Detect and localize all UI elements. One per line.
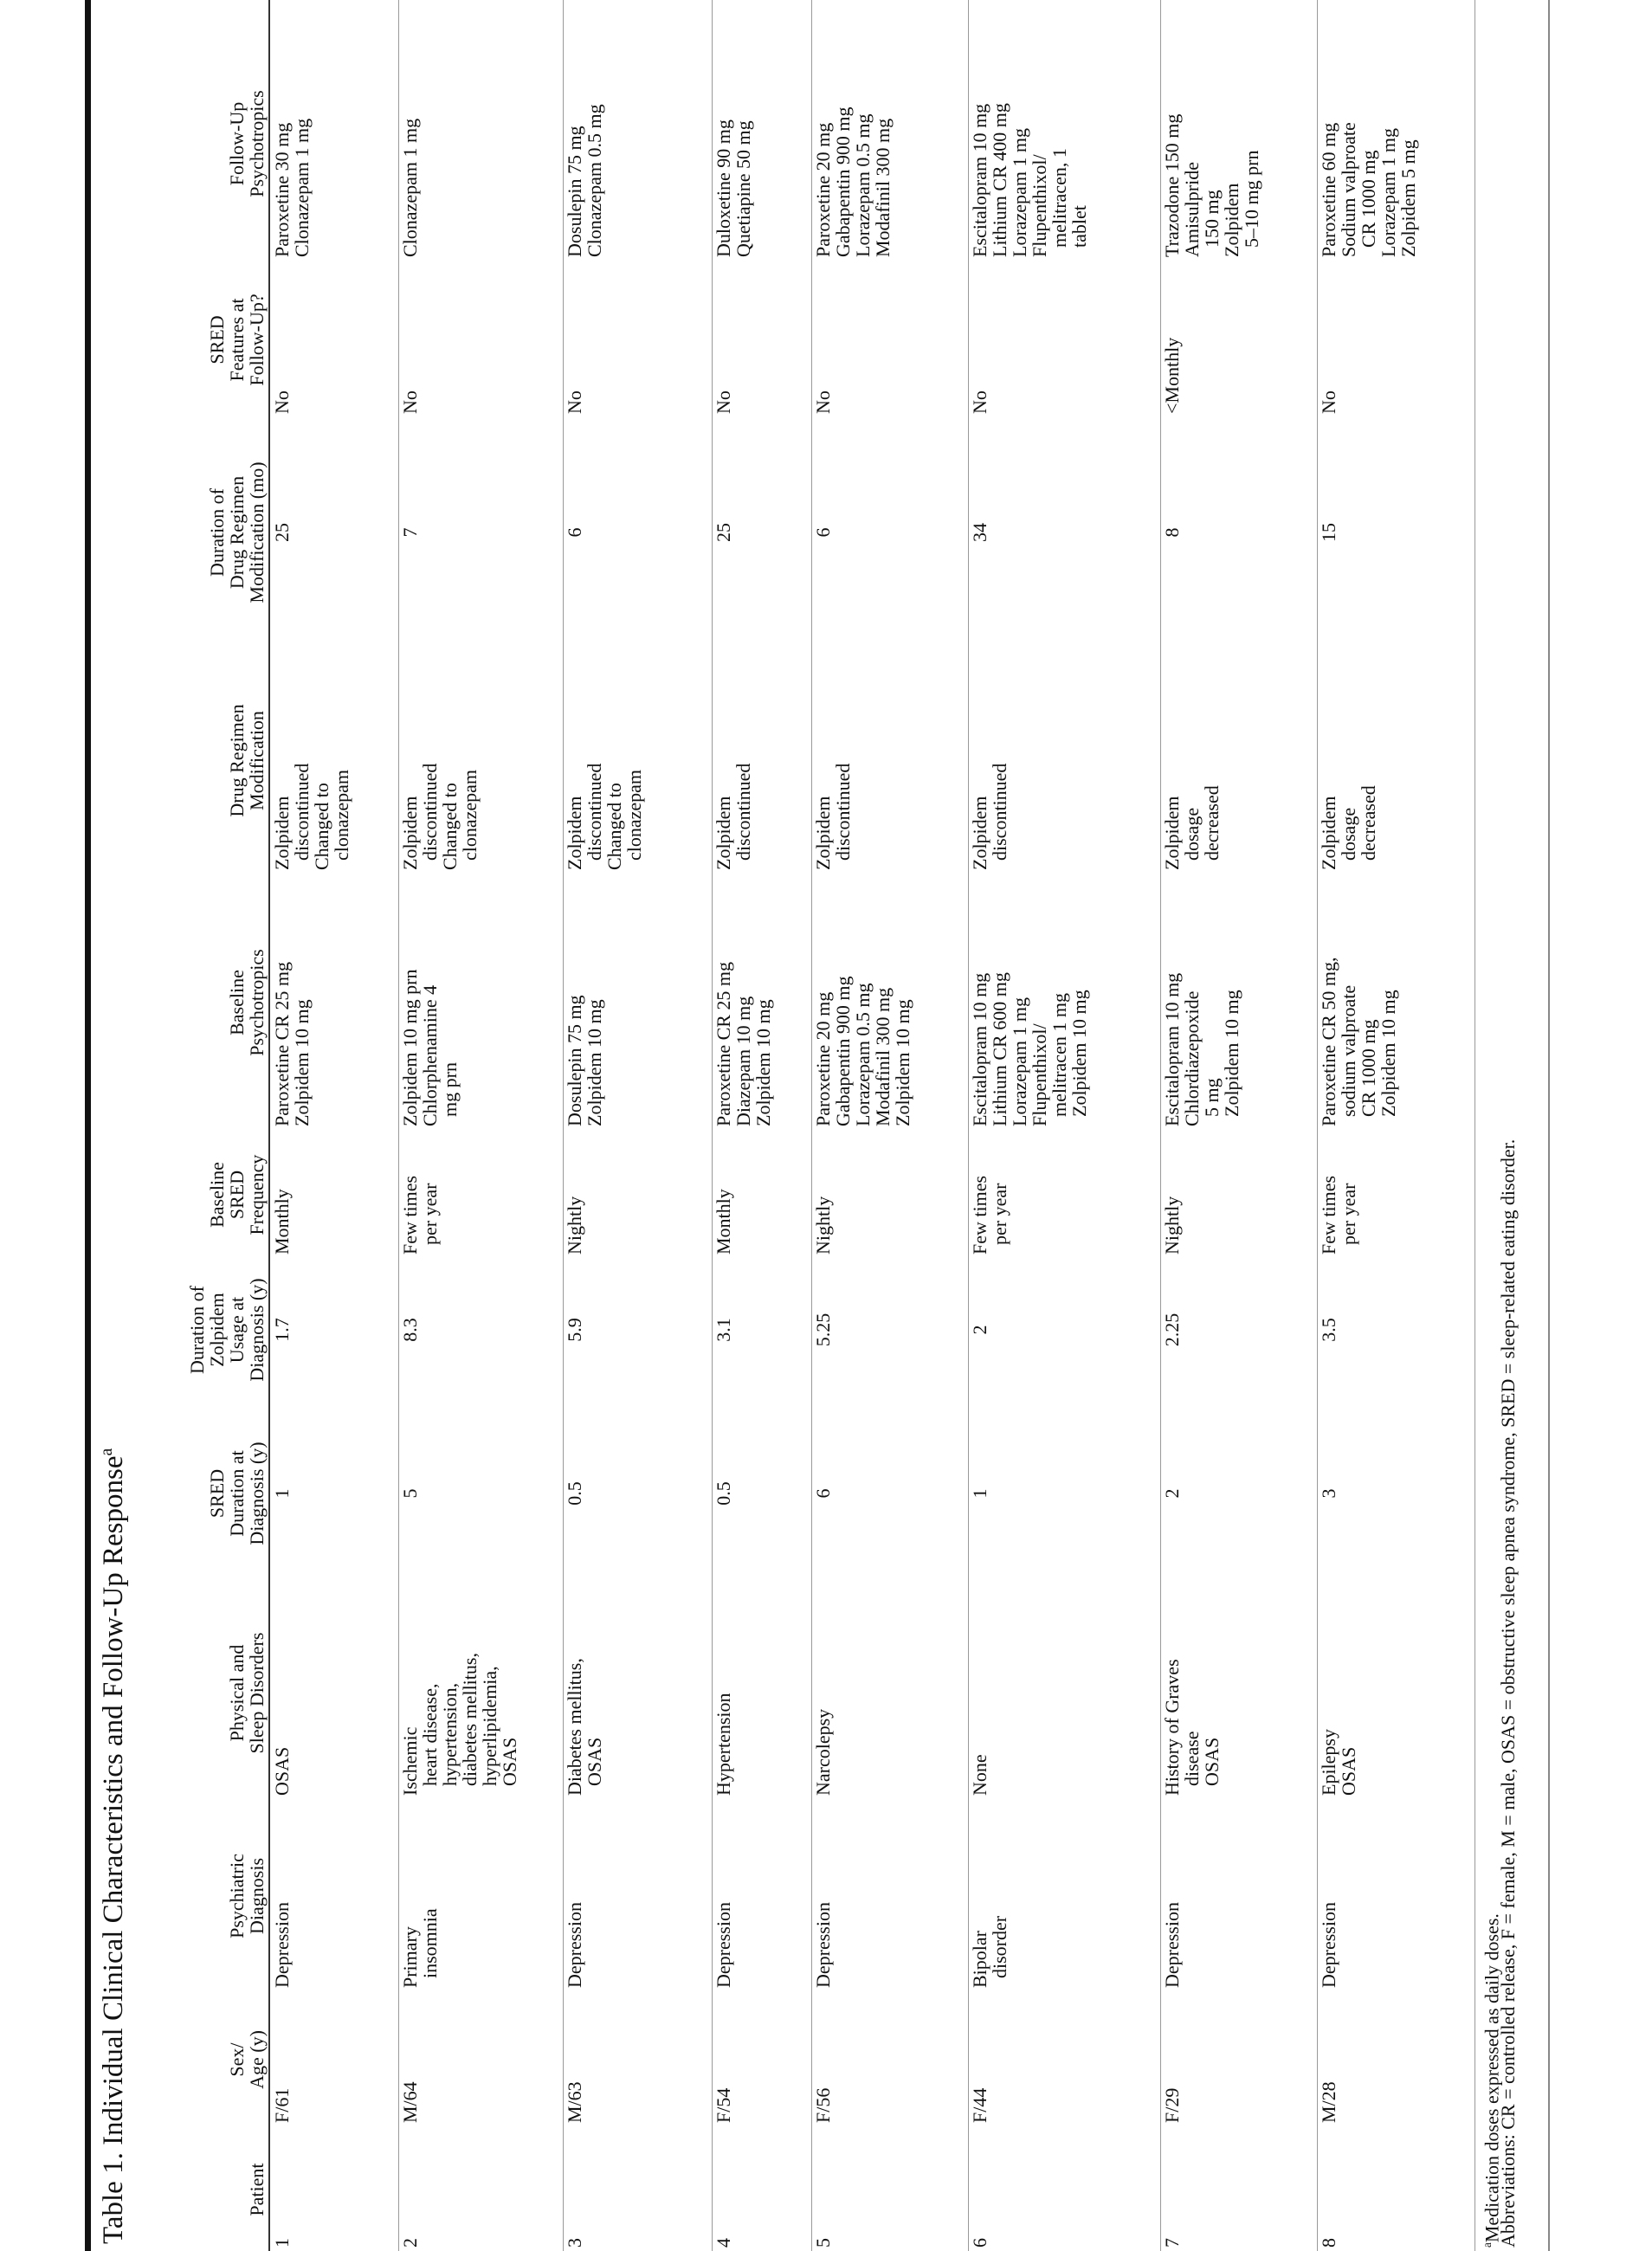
table-cell: Dosulepin 75 mg Clonazepam 0.5 mg [564,104,605,257]
table-cell: 8.3 [399,1318,421,1342]
table-cell: 5 [812,2238,834,2248]
column-header: Sex/ Age (y) [226,2030,268,2089]
table-cell: Monthly [271,1189,293,1254]
table-cell: Depression [1318,1902,1339,1988]
footnote-a-text: Medication doses expressed as daily doses. [1481,1913,1503,2243]
top-rule [85,0,91,2251]
table-title [97,1448,130,2244]
column-header: Physical and Sleep Disorders [226,1632,268,1754]
table-cell: Zolpidem discontinued Changed to clonazepam [399,763,481,870]
table-cell: No [564,390,585,414]
table-row [1160,0,1318,2251]
table-cell: Paroxetine CR 25 mg Zolpidem 10 mg [271,961,313,1126]
table-cell: <Monthly [1161,337,1183,414]
table-cell: Few times per year [399,1175,441,1254]
table-cell: Zolpidem discontinued [713,763,754,870]
table-row [1317,0,1475,2251]
column-header: Drug Regimen Modification [226,704,268,817]
table-cell: 2.25 [1161,1313,1183,1347]
table-cell: 2 [399,2238,421,2248]
table-cell: 3.5 [1318,1318,1339,1342]
table-title-text: Table 1. Individual Clinical Characteristics and Follow-Up Response [98,1455,129,2244]
table-row [811,0,969,2251]
table-cell: Few times per year [1318,1175,1359,1254]
table-cell: Monthly [713,1189,734,1254]
table-cell: F/44 [969,2087,991,2123]
column-header: Duration of Zolpidem Usage at Diagnosis (y) [186,1278,268,1382]
table-cell: No [271,390,293,414]
table-cell: Duloxetine 90 mg Quetiapine 50 mg [713,119,754,257]
table-cell: 15 [1318,523,1339,542]
table-cell: Zolpidem dosage decreased [1161,785,1223,870]
table-cell: Dosulepin 75 mg Zolpidem 10 mg [564,995,605,1126]
table-cell: 3 [1318,1488,1339,1499]
title-footnote-mark: a [97,1448,116,1456]
table-cell: 1 [271,2238,293,2248]
table-cell: 5.9 [564,1318,585,1342]
column-header: Follow-Up Psychotropics [226,90,268,197]
column-header: Baseline SRED Frequency [206,1154,268,1235]
table-cell: Bipolar disorder [969,1915,1010,1988]
table-cell: 1.7 [271,1318,293,1342]
table-cell: Trazodone 150 mg Amisulpride 150 mg Zolpidem 5–10 mg prn [1161,113,1262,257]
table-cell: 5 [399,1488,421,1499]
table-cell: 4 [713,2238,734,2248]
table-cell: 8 [1318,2238,1339,2248]
column-header: Baseline Psychotropics [226,949,268,1056]
table-cell: Escitalopram 10 mg Chlordiazepoxide 5 mg Zolpidem 10 mg [1161,972,1242,1126]
table-cell: History of Graves disease OSAS [1161,1659,1223,1796]
table-cell: M/28 [1318,2081,1339,2123]
table-cell: 6 [564,527,585,538]
table-cell: 6 [812,527,834,538]
table-cell: Zolpidem discontinued Changed to clonazepam [271,763,352,870]
column-header: SRED Features at Follow-Up? [206,293,268,386]
footnote-abbreviations: Abbreviations: CR = controlled release, F = female, M = male, OSAS = obstructive sleep apnea syndrome, SRED = sleep-related eating disorder. [1497,1138,1519,2248]
column-header: SRED Duration at Diagnosis (y) [206,1442,268,1545]
table-cell: Zolpidem discontinued Changed to clonazepam [564,763,645,870]
table-row [270,0,399,2251]
table-cell: Paroxetine CR 25 mg Diazepam 10 mg Zolpidem 10 mg [713,961,774,1126]
table-row [398,0,564,2251]
table-cell: Paroxetine CR 50 mg, sodium valproate CR 1000 mg Zolpidem 10 mg [1318,957,1399,1126]
table-cell: F/29 [1161,2087,1183,2123]
table-cell: 6 [969,2238,991,2248]
table-cell: No [969,390,991,414]
table-cell: 25 [713,523,734,542]
header-row [139,0,270,2251]
table-cell: 7 [1161,2238,1183,2248]
table-cell: Zolpidem 10 mg prn Chlorphenamine 4 mg prn [399,969,461,1126]
table-cell: 2 [969,1325,991,1335]
table-row [563,0,713,2251]
table-cell: OSAS [271,1746,293,1796]
table-cell: 2 [1161,1488,1183,1499]
table-cell: Zolpidem discontinued [969,763,1010,870]
table-cell: No [713,390,734,414]
table-cell: 6 [812,1488,834,1499]
table-cell: 0.5 [564,1481,585,1506]
table-cell: Zolpidem discontinued [812,763,854,870]
table-row [712,0,812,2251]
table-cell: Escitalopram 10 mg Lithium CR 600 mg Lorazepam 1 mg Flupenthixol/ melitracen 1 mg Zolpidem 10 mg [969,972,1090,1126]
table-cell: Depression [812,1902,834,1988]
table-cell: Paroxetine 20 mg Gabapentin 900 mg Lorazepam 0.5 mg Modafinil 300 mg [812,106,894,257]
table-cell: Nightly [564,1196,585,1254]
table-cell: None [969,1754,991,1796]
table-cell: Ischemic heart disease, hypertension, diabetes mellitus, hyperlipidemia, OSAS [399,1653,520,1796]
table-cell: Hypertension [713,1693,734,1796]
table-cell: F/61 [271,2087,293,2123]
table-cell: Depression [713,1902,734,1988]
column-header: Psychiatric Diagnosis [226,1854,268,1938]
table-cell: Paroxetine 60 mg Sodium valproate CR 1000 mg Lorazepam 1 mg Zolpidem 5 mg [1318,122,1419,257]
table-cell: M/63 [564,2081,585,2123]
table-row [968,0,1161,2251]
table-cell: Nightly [1161,1196,1183,1254]
table-cell: Few times per year [969,1175,1010,1254]
table-cell: No [812,390,834,414]
table-cell: 1 [271,1488,293,1499]
table-cell: Depression [564,1902,585,1988]
table-cell: 1 [969,1488,991,1499]
table-cell: Nightly [812,1196,834,1254]
table-cell: 5.25 [812,1313,834,1347]
table-cell: 8 [1161,527,1183,538]
table-cell: 25 [271,523,293,542]
table-cell: Zolpidem dosage decreased [1318,785,1379,870]
table-cell: 34 [969,523,991,542]
table-cell: Epilepsy OSAS [1318,1729,1359,1796]
bottom-rule [1548,0,1550,2251]
table-cell: Depression [271,1902,293,1988]
table-cell: 3.1 [713,1318,734,1342]
table-cell: 0.5 [713,1481,734,1506]
column-header: Patient [246,2163,268,2216]
table-cell: No [1318,390,1339,414]
table-cell: 3 [564,2238,585,2248]
table-cell: Escitalopram 10 mg Lithium CR 400 mg Lorazepam 1 mg Flupenthixol/ melitracen, 1 tablet [969,103,1090,257]
table-cell: No [399,390,421,414]
table-cell: F/56 [812,2087,834,2123]
table-cell: Diabetes mellitus, OSAS [564,1658,605,1796]
column-header: Duration of Drug Regimen Modification (mo) [206,461,268,603]
table-cell: F/54 [713,2087,734,2123]
table-cell: M/64 [399,2081,421,2123]
table-cell: Paroxetine 20 mg Gabapentin 900 mg Lorazepam 0.5 mg Modafinil 300 mg Zolpidem 10 mg [812,976,913,1126]
table-cell: Paroxetine 30 mg Clonazepam 1 mg [271,118,313,257]
table-cell: Primary insomnia [399,1908,441,1988]
table-cell: Narcolepsy [812,1708,834,1796]
table-cell: Depression [1161,1902,1183,1988]
footnote-mark: a [1481,2242,1494,2248]
table-cell: 7 [399,527,421,538]
table-cell: Clonazepam 1 mg [399,118,421,257]
